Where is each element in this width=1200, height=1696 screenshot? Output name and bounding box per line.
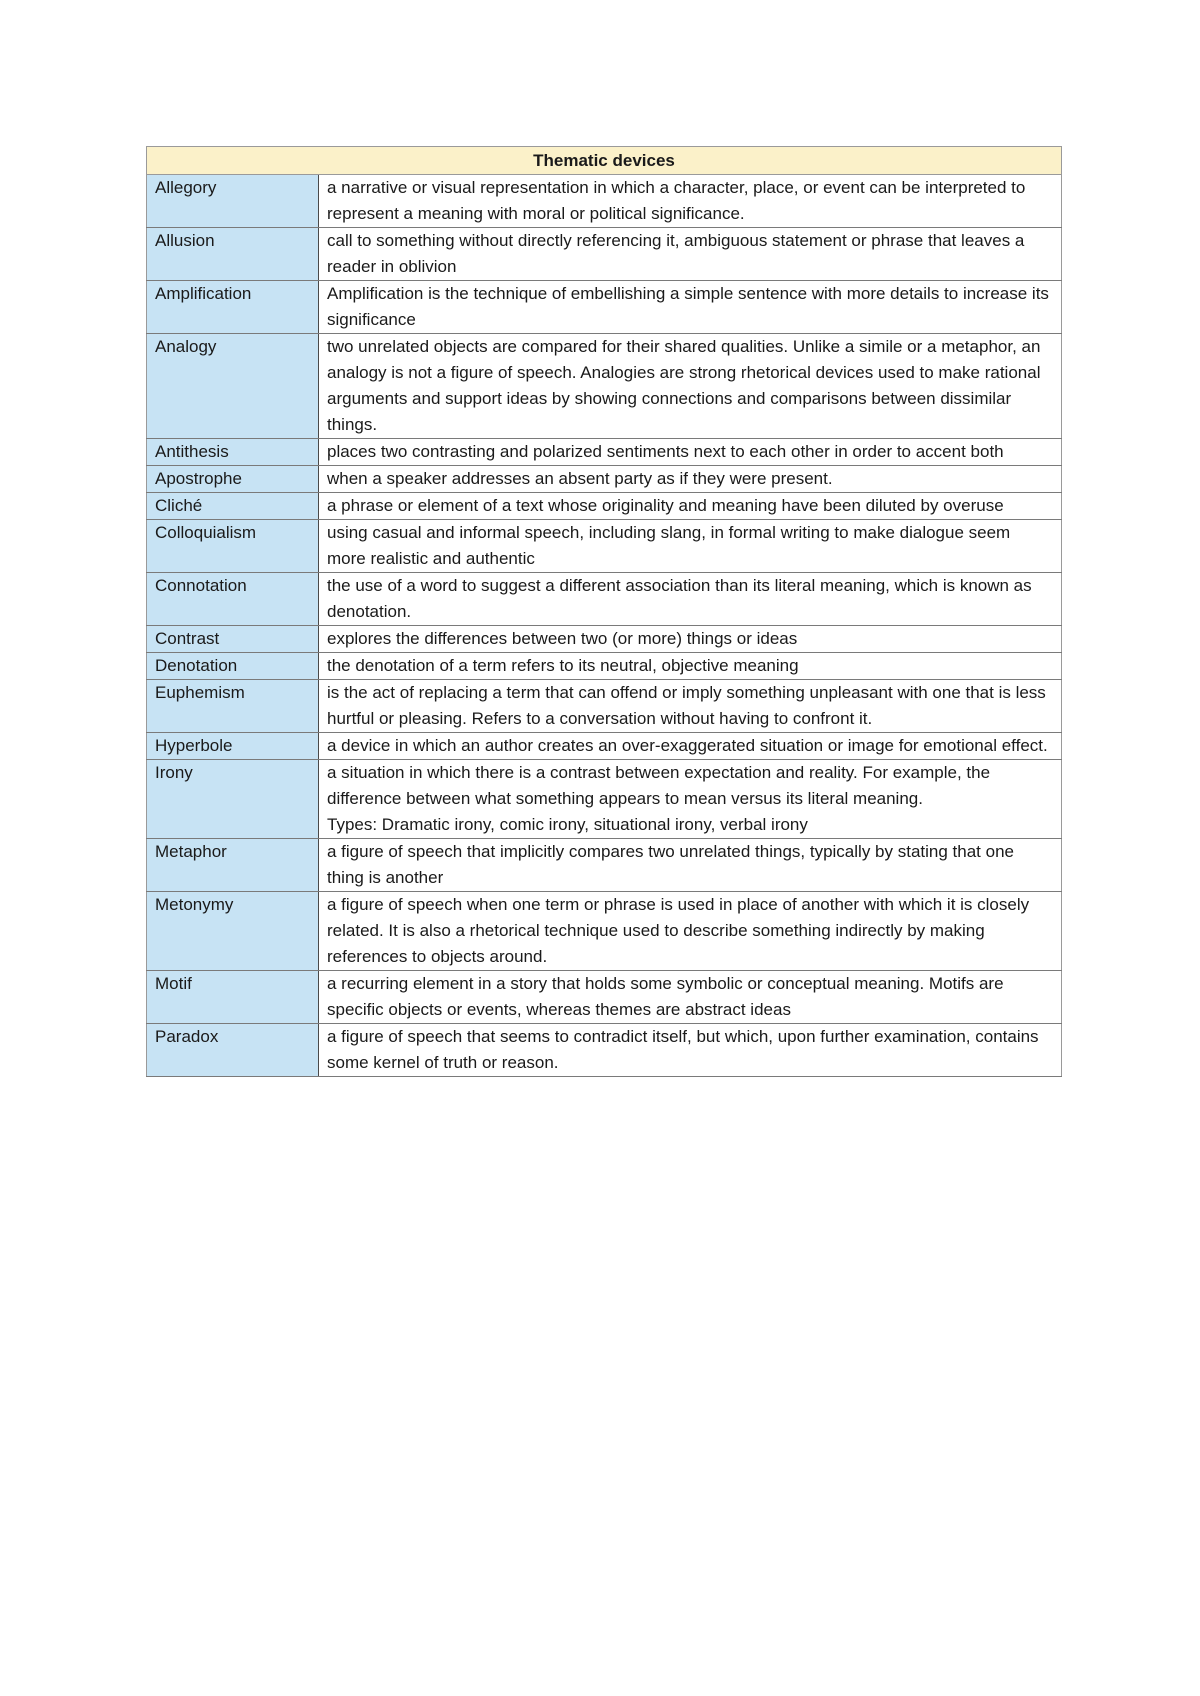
definition-cell (319, 653, 1062, 680)
table-row (147, 334, 1062, 439)
definition-text: a figure of speech that implicitly compares two unrelated things, typically by stating that one thing is another (327, 842, 1014, 887)
definition-text: using casual and informal speech, including slang, in formal writing to make dialogue seem more realistic and authentic (327, 523, 1011, 568)
definition-cell (319, 493, 1062, 520)
definition-cell (319, 228, 1062, 281)
thematic-devices-table (146, 146, 1062, 1077)
table-row (147, 733, 1062, 760)
definition-text: the use of a word to suggest a different association than its literal meaning, which is known as denotation. (327, 576, 1032, 621)
definition-cell (319, 573, 1062, 626)
table-row (147, 892, 1062, 971)
definition-cell (319, 334, 1062, 439)
table-row (147, 439, 1062, 466)
definition-cell (319, 1024, 1062, 1077)
term-cell: Amplification (147, 281, 319, 334)
term-cell: Cliché (147, 493, 319, 520)
term-cell: Contrast (147, 626, 319, 653)
definition-cell (319, 466, 1062, 493)
term-cell: Analogy (147, 334, 319, 439)
definition-cell (319, 680, 1062, 733)
definition-cell (319, 733, 1062, 760)
term-cell: Colloquialism (147, 520, 319, 573)
term-cell: Connotation (147, 573, 319, 626)
table-row (147, 680, 1062, 733)
table-row (147, 760, 1062, 839)
definition-text: Amplification is the technique of embellishing a simple sentence with more details to increase its significance (327, 284, 1049, 329)
table-row (147, 1024, 1062, 1077)
term-cell: Apostrophe (147, 466, 319, 493)
table-row (147, 971, 1062, 1024)
table-title-row (147, 147, 1062, 175)
term-cell: Antithesis (147, 439, 319, 466)
term-cell: Denotation (147, 653, 319, 680)
term-cell: Paradox (147, 1024, 319, 1077)
definition-cell (319, 626, 1062, 653)
term-cell: Metaphor (147, 839, 319, 892)
definition-text: call to something without directly referencing it, ambiguous statement or phrase that leaves a reader in oblivion (327, 231, 1025, 276)
definition-cell (319, 839, 1062, 892)
definition-text: when a speaker addresses an absent party as if they were present. (327, 469, 833, 488)
definition-text: explores the differences between two (or more) things or ideas (327, 629, 798, 648)
table-row (147, 573, 1062, 626)
table-row (147, 653, 1062, 680)
definition-cell (319, 971, 1062, 1024)
definition-text: Types: Dramatic irony, comic irony, situational irony, verbal irony (327, 815, 808, 834)
table-title: Thematic devices (147, 147, 1062, 175)
definition-text: the denotation of a term refers to its neutral, objective meaning (327, 656, 799, 675)
table-row (147, 520, 1062, 573)
definition-text: a recurring element in a story that holds some symbolic or conceptual meaning. Motifs are specific objects or events, whereas themes are abstract ideas (327, 974, 1004, 1019)
definition-text: is the act of replacing a term that can offend or imply something unpleasant with one that is less hurtful or pleasing. Refers to a conversation without having to confront it. (327, 683, 1046, 728)
table-row (147, 466, 1062, 493)
table-row (147, 839, 1062, 892)
term-cell: Allusion (147, 228, 319, 281)
definition-text: a situation in which there is a contrast between expectation and reality. For example, the difference between what something appears to mean versus its literal meaning. (327, 763, 991, 808)
definition-cell (319, 175, 1062, 228)
definition-text: a device in which an author creates an over-exaggerated situation or image for emotional effect. (327, 736, 1048, 755)
term-cell: Irony (147, 760, 319, 839)
table-row (147, 281, 1062, 334)
table-row (147, 626, 1062, 653)
definition-text: places two contrasting and polarized sentiments next to each other in order to accent both (327, 442, 1004, 461)
definition-text: two unrelated objects are compared for their shared qualities. Unlike a simile or a metaphor, an analogy is not a figure of speech. Analogies are strong rhetorical devices used to make rational arguments and support ideas by showing connections and comparisons between dissimilar things. (327, 337, 1041, 434)
term-cell: Motif (147, 971, 319, 1024)
term-cell: Allegory (147, 175, 319, 228)
term-cell: Metonymy (147, 892, 319, 971)
definition-cell (319, 281, 1062, 334)
table-row (147, 228, 1062, 281)
definition-text: a figure of speech when one term or phrase is used in place of another with which it is closely related. It is also a rhetorical technique used to describe something indirectly by making references to objects around. (327, 895, 1030, 966)
definition-text: a figure of speech that seems to contradict itself, but which, upon further examination, contains some kernel of truth or reason. (327, 1027, 1039, 1072)
definition-cell (319, 760, 1062, 839)
table-row (147, 175, 1062, 228)
table-body (147, 175, 1062, 1077)
definition-cell (319, 892, 1062, 971)
definition-text: a narrative or visual representation in which a character, place, or event can be interpreted to represent a meaning with moral or political significance. (327, 178, 1026, 223)
term-cell: Hyperbole (147, 733, 319, 760)
term-cell: Euphemism (147, 680, 319, 733)
definition-cell (319, 520, 1062, 573)
table-row (147, 493, 1062, 520)
definition-text: a phrase or element of a text whose originality and meaning have been diluted by overuse (327, 496, 1004, 515)
definition-cell (319, 439, 1062, 466)
